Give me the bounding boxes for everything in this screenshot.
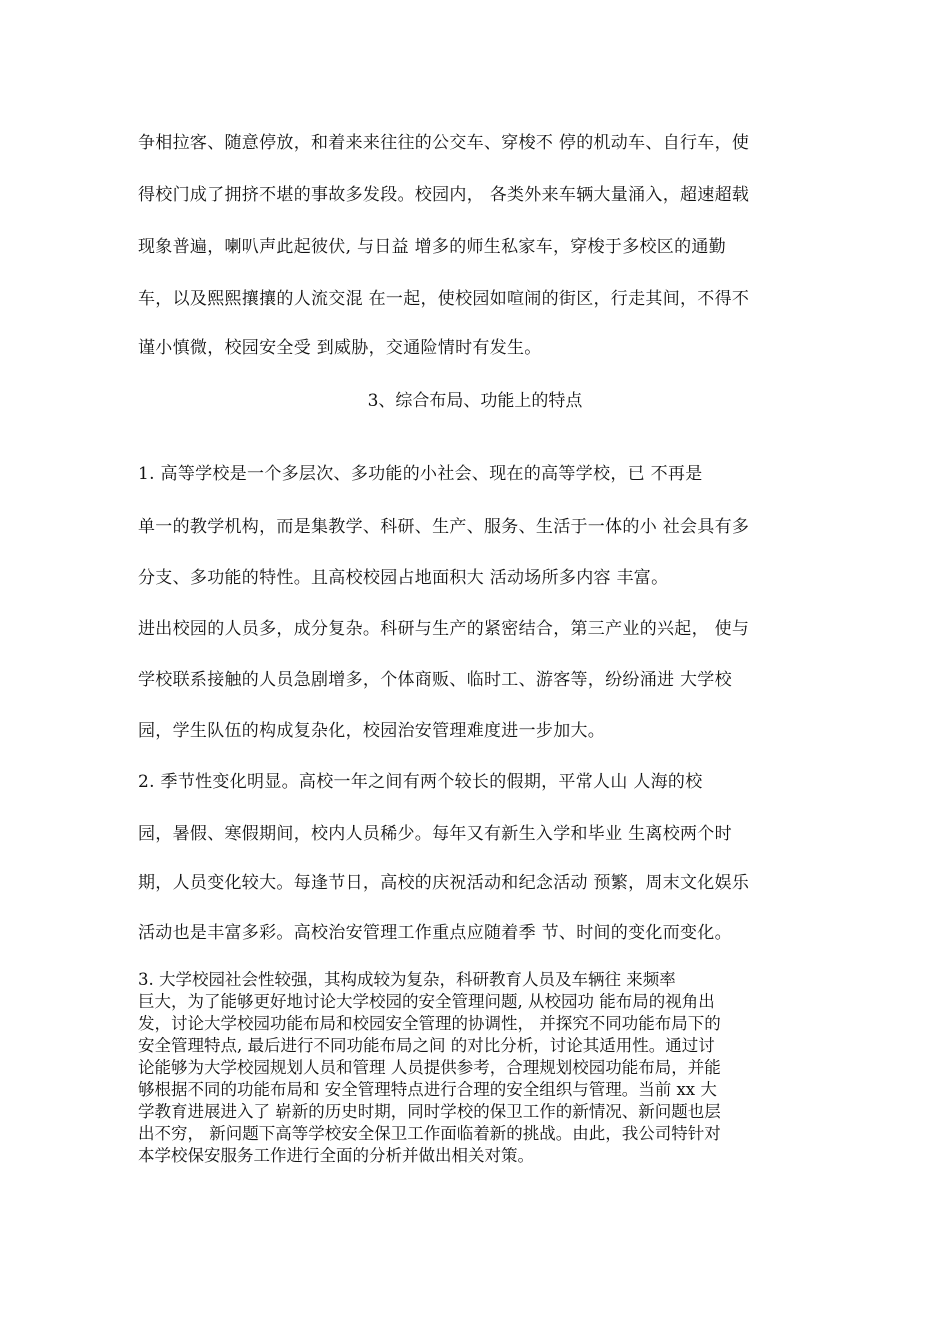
paragraph-line: 活动也是丰富多彩。高校治安管理工作重点应随着季 节、时间的变化而变化。 [138,923,732,943]
paragraph-line: 学校联系接触的人员急剧增多，个体商贩、临时工、游客等，纷纷涌进 大学校 [138,670,732,690]
paragraph-line: 发，讨论大学校园功能布局和校园安全管理的协调性， 并探究不同功能布局下的 [138,1014,721,1033]
paragraph-line: 论能够为大学校园规划人员和管理 人员提供参考，合理规划校园功能布局，并能 [138,1058,721,1077]
paragraph-line: 2. 季节性变化明显。高校一年之间有两个较长的假期，平常人山 人海的校 [138,772,703,792]
paragraph-line: 巨大，为了能够更好地讨论大学校园的安全管理问题, 从校园功 能布局的视角出 [138,992,715,1011]
paragraph-line: 园，学生队伍的构成复杂化，校园治安管理难度进一步加大。 [138,721,606,741]
paragraph-line: 谨小慎微，校园安全受 到威胁，交通险情时有发生。 [138,338,542,358]
paragraph-line: 分支、多功能的特性。且高校校园占地面积大 活动场所多内容 丰富。 [138,568,669,588]
paragraph-line: 单一的教学机构，而是集教学、科研、生产、服务、生活于一体的小 社会具有多 [138,517,750,537]
paragraph-line: 车，以及熙熙攘攘的人流交混 在一起，使校园如喧闹的街区，行走其间，不得不 [138,289,750,309]
paragraph-line: 园，暑假、寒假期间，校内人员稀少。每年又有新生入学和毕业 生离校两个时 [138,824,732,844]
section-heading: 3、综合布局、功能上的特点 [367,391,583,411]
paragraph-line: 争相拉客、随意停放，和着来来往往的公交车、穿梭不 停的机动车、自行车，使 [138,133,750,153]
paragraph-line: 进出校园的人员多，成分复杂。科研与生产的紧密结合，第三产业的兴起， 使与 [138,619,750,639]
paragraph-line: 学教育进展进入了 崭新的历史时期，同时学校的保卫工作的新情况、新问题也层 [138,1102,721,1121]
paragraph-line: 1. 高等学校是一个多层次、多功能的小社会、现在的高等学校，已 不再是 [138,464,703,484]
paragraph-line: 现象普遍，喇叭声此起彼伏, 与日益 增多的师生私家车，穿梭于多校区的通勤 [138,237,727,257]
paragraph-line: 够根据不同的功能布局和 安全管理特点进行合理的安全组织与管理。当前 xx 大 [138,1080,717,1099]
paragraph-line: 3. 大学校园社会性较强，其构成较为复杂，科研教育人员及车辆往 来频率 [138,970,676,989]
paragraph-line: 期，人员变化较大。每逢节日，高校的庆祝活动和纪念活动 预繁，周末文化娱乐 [138,873,750,893]
paragraph-line: 本学校保安服务工作进行全面的分析并做出相关对策。 [138,1146,534,1165]
paragraph-line: 得校门成了拥挤不堪的事故多发段。校园内， 各类外来车辆大量涌入，超速超载 [138,185,750,205]
paragraph-line: 出不穷， 新问题下高等学校安全保卫工作面临着新的挑战。由此，我公司特针对 [138,1124,721,1143]
paragraph-line: 安全管理特点, 最后进行不同功能布局之间 的对比分析，讨论其适用性。通过讨 [138,1036,715,1055]
